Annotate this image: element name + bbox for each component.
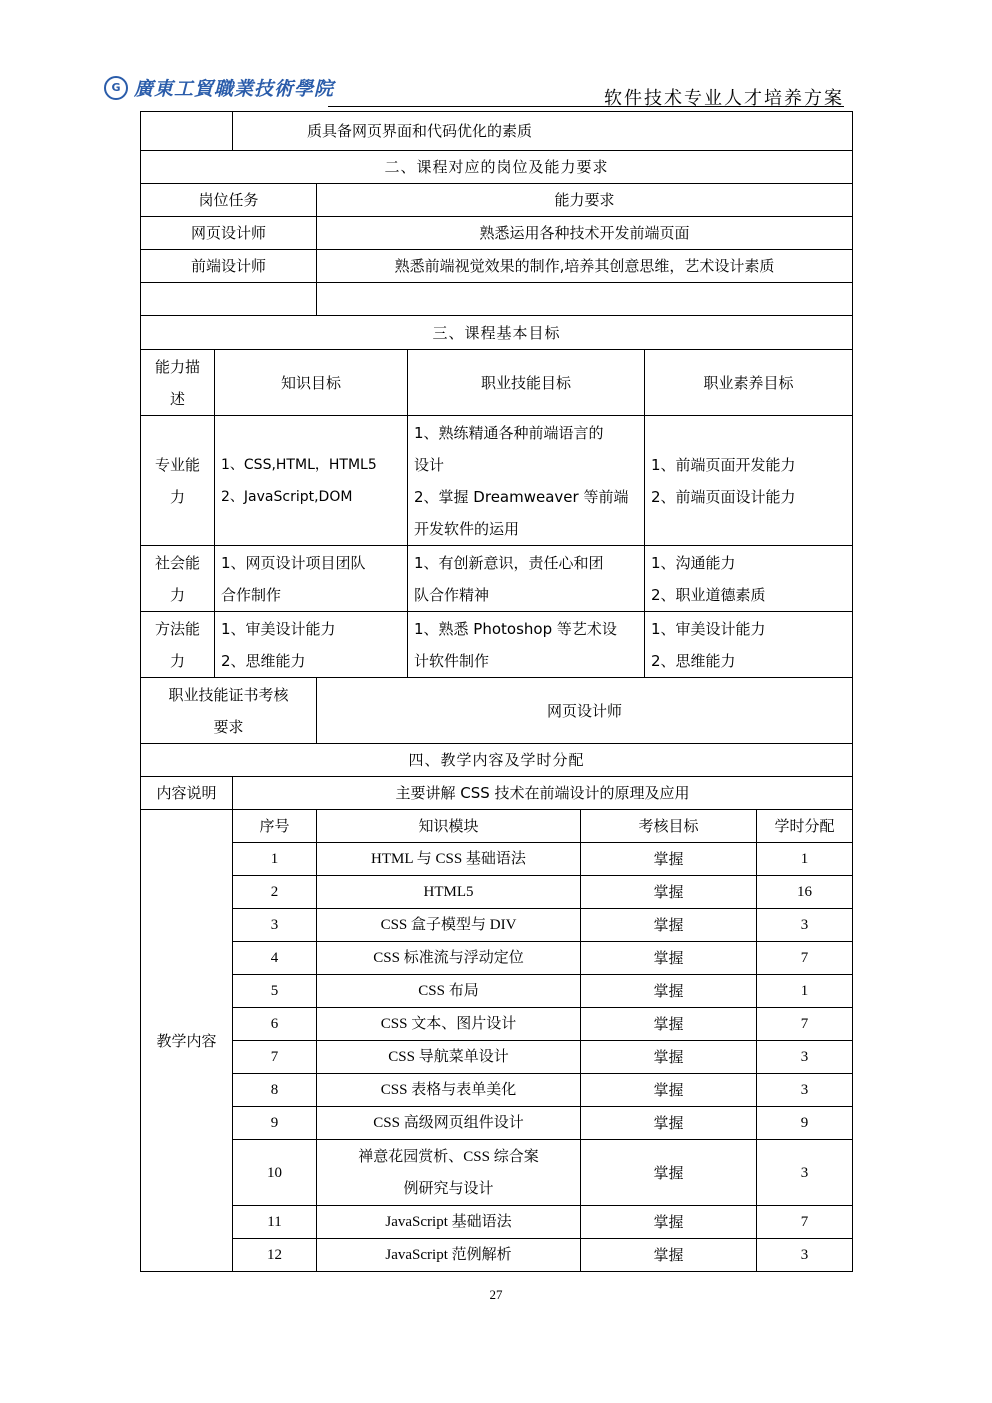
- row-no: 12: [233, 1239, 317, 1272]
- row-hours: 16: [757, 876, 853, 909]
- quality-header: 职业素养目标: [645, 350, 853, 416]
- row-no: 11: [233, 1206, 317, 1239]
- content-desc-row: [141, 777, 853, 810]
- content-desc-value: 主要讲解 CSS 技术在前端设计的原理及应用: [233, 777, 853, 810]
- row-target: 掌握: [581, 1041, 757, 1074]
- row-hours: 7: [757, 1206, 853, 1239]
- section3-header-row: [141, 350, 853, 416]
- ability-cell: 社会能 力: [141, 546, 215, 612]
- row-hours: 3: [757, 1041, 853, 1074]
- content-label: 教学内容: [141, 810, 233, 1272]
- row-no: 2: [233, 876, 317, 909]
- table-row: [141, 1041, 853, 1074]
- section4-title-row: [141, 744, 853, 777]
- row-hours: 3: [757, 909, 853, 942]
- course-table: [140, 111, 853, 1272]
- row-module: CSS 表格与表单美化: [317, 1074, 581, 1107]
- section3-title: 三、课程基本目标: [141, 316, 853, 350]
- cert-value: 网页设计师: [317, 678, 853, 744]
- table-row: [141, 217, 853, 250]
- row-target: 掌握: [581, 1074, 757, 1107]
- table-row: [141, 1206, 853, 1239]
- ability-cell: 熟悉运用各种技术开发前端页面: [317, 217, 853, 250]
- goal-row: [141, 416, 853, 546]
- row-target: 掌握: [581, 1008, 757, 1041]
- row-no: 10: [233, 1140, 317, 1206]
- row-no: 5: [233, 975, 317, 1008]
- row-hours: 1: [757, 975, 853, 1008]
- row-hours: 3: [757, 1140, 853, 1206]
- section4-title: 四、教学内容及学时分配: [141, 744, 853, 777]
- row-target: 掌握: [581, 1239, 757, 1272]
- col-ability-header: 能力要求: [317, 184, 853, 217]
- section3-title-row: [141, 316, 853, 350]
- row-no: 8: [233, 1074, 317, 1107]
- quality-cell: 1、审美设计能力 2、思维能力: [645, 612, 853, 678]
- row-target: 掌握: [581, 843, 757, 876]
- skill-cell: 1、有创新意识，责任心和团 队合作精神: [408, 546, 645, 612]
- document-title: 软件技术专业人才培养方案: [604, 88, 844, 109]
- row-module: CSS 高级网页组件设计: [317, 1107, 581, 1140]
- col-module-header: 知识模块: [317, 810, 581, 843]
- row-target: 掌握: [581, 1140, 757, 1206]
- row-hours: 7: [757, 942, 853, 975]
- row-hours: 7: [757, 1008, 853, 1041]
- school-logo: [104, 74, 334, 101]
- intro-row: [141, 112, 853, 151]
- skill-header: 职业技能目标: [408, 350, 645, 416]
- ability-cell: 方法能 力: [141, 612, 215, 678]
- row-module: CSS 标准流与浮动定位: [317, 942, 581, 975]
- table-row: [141, 283, 853, 316]
- skill-cell: 1、熟练精通各种前端语言的 设计 2、掌握 Dreamweaver 等前端 开发软件的运用: [408, 416, 645, 546]
- row-hours: 3: [757, 1074, 853, 1107]
- row-module: JavaScript 范例解析: [317, 1239, 581, 1272]
- ability-cell: [317, 283, 853, 316]
- row-hours: 1: [757, 843, 853, 876]
- row-module: CSS 布局: [317, 975, 581, 1008]
- row-target: 掌握: [581, 1107, 757, 1140]
- cert-row: [141, 678, 853, 744]
- content-desc-label: 内容说明: [141, 777, 233, 810]
- table-row: [141, 942, 853, 975]
- table-row: [141, 1239, 853, 1272]
- section2-title: 二、课程对应的岗位及能力要求: [141, 151, 853, 184]
- row-target: 掌握: [581, 909, 757, 942]
- knowledge-cell: 1、CSS,HTML，HTML5 2、JavaScript,DOM: [215, 416, 408, 546]
- col-task-header: 岗位任务: [141, 184, 317, 217]
- school-name: 廣東工貿職業技術學院: [134, 78, 335, 100]
- quality-cell: 1、前端页面开发能力 2、前端页面设计能力: [645, 416, 853, 546]
- table-row: [141, 1107, 853, 1140]
- ability-cell: 专业能 力: [141, 416, 215, 546]
- row-module: JavaScript 基础语法: [317, 1206, 581, 1239]
- section2-header-row: [141, 184, 853, 217]
- skill-cell: 1、熟悉 Photoshop 等艺术设 计软件制作: [408, 612, 645, 678]
- knowledge-header: 知识目标: [215, 350, 408, 416]
- row-hours: 9: [757, 1107, 853, 1140]
- ability-cell: 熟悉前端视觉效果的制作,培养其创意思维，艺术设计素质: [317, 250, 853, 283]
- row-module: CSS 盒子模型与 DIV: [317, 909, 581, 942]
- table-row: [141, 1074, 853, 1107]
- goal-row: [141, 612, 853, 678]
- cert-label: 职业技能证书考核 要求: [141, 678, 317, 744]
- task-cell: [141, 283, 317, 316]
- row-hours: 3: [757, 1239, 853, 1272]
- col-hours-header: 学时分配: [757, 810, 853, 843]
- table-row: [141, 876, 853, 909]
- row-no: 3: [233, 909, 317, 942]
- goal-row: [141, 546, 853, 612]
- table-row: [141, 1140, 853, 1206]
- row-module: HTML 与 CSS 基础语法: [317, 843, 581, 876]
- table-row: [141, 250, 853, 283]
- row-target: 掌握: [581, 975, 757, 1008]
- table-row: [141, 843, 853, 876]
- table-row: [141, 909, 853, 942]
- row-no: 7: [233, 1041, 317, 1074]
- row-no: 4: [233, 942, 317, 975]
- col-no-header: 序号: [233, 810, 317, 843]
- task-cell: 网页设计师: [141, 217, 317, 250]
- row-no: 9: [233, 1107, 317, 1140]
- section2-title-row: [141, 151, 853, 184]
- quality-cell: 1、沟通能力 2、职业道德素质: [645, 546, 853, 612]
- knowledge-cell: 1、审美设计能力 2、思维能力: [215, 612, 408, 678]
- intro-text: 质具备网页界面和代码优化的素质: [233, 112, 853, 151]
- row-module: 禅意花园赏析、CSS 综合案 例研究与设计: [317, 1140, 581, 1206]
- row-module: HTML5: [317, 876, 581, 909]
- task-cell: 前端设计师: [141, 250, 317, 283]
- ability-header: 能力描 述: [141, 350, 215, 416]
- row-no: 1: [233, 843, 317, 876]
- school-emblem-icon: G: [104, 76, 128, 100]
- page-header: [104, 74, 844, 108]
- row-target: 掌握: [581, 1206, 757, 1239]
- row-no: 6: [233, 1008, 317, 1041]
- row-target: 掌握: [581, 942, 757, 975]
- col-target-header: 考核目标: [581, 810, 757, 843]
- row-module: CSS 导航菜单设计: [317, 1041, 581, 1074]
- table-row: [141, 975, 853, 1008]
- row-target: 掌握: [581, 876, 757, 909]
- knowledge-cell: 1、网页设计项目团队 合作制作: [215, 546, 408, 612]
- header-divider: [328, 106, 844, 107]
- row-module: CSS 文本、图片设计: [317, 1008, 581, 1041]
- page-number: 27: [489, 1287, 503, 1302]
- content-header-row: [141, 810, 853, 843]
- table-row: [141, 1008, 853, 1041]
